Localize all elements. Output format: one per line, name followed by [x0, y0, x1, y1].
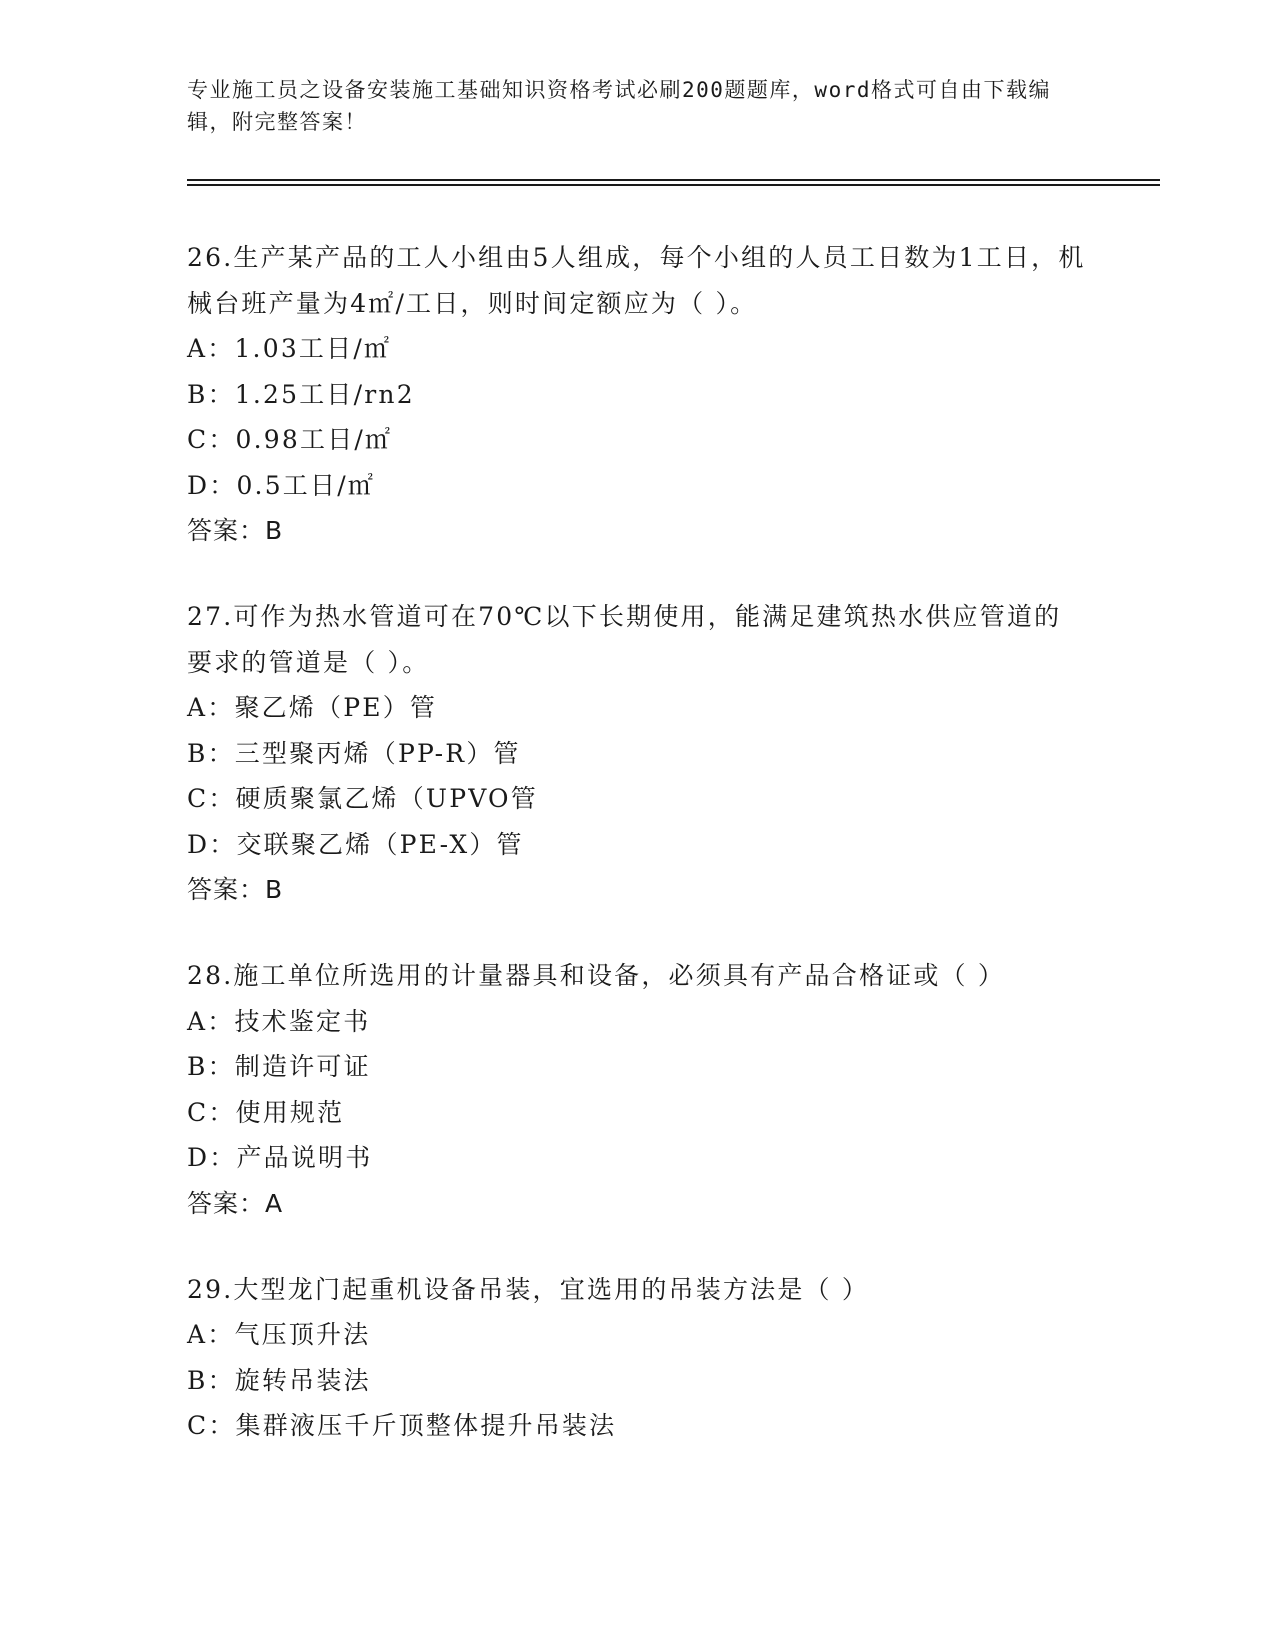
question-29 [187, 1267, 1087, 1449]
question-27 [187, 594, 1087, 913]
option-a: A：技术鉴定书 [187, 1006, 371, 1036]
option-b: B：旋转吊装法 [187, 1365, 371, 1395]
option-a: A：1.03工日/㎡ [187, 334, 392, 363]
option-a: A：气压顶升法 [187, 1320, 371, 1349]
option-b: B：1.25工日/rn2 [187, 379, 415, 409]
question-stem: 27.可作为热水管道可在70℃以下长期使用，能满足建筑热水供应管道的要求的管道是（ ）。 [187, 602, 1062, 677]
option-c: C：0.98工日/㎡ [187, 425, 393, 454]
option-b: B：制造许可证 [187, 1052, 371, 1081]
question-list [187, 235, 1087, 1489]
option-d: D：交联聚乙烯（PE-X）管 [187, 829, 524, 859]
question-28 [187, 953, 1087, 1227]
question-stem: 29.大型龙门起重机设备吊装，宜选用的吊装方法是（ ） [187, 1274, 870, 1304]
question-26 [187, 235, 1087, 554]
answer-label: 答案：B [187, 516, 284, 545]
option-c: C：硬质聚氯乙烯（UPVO管 [187, 784, 538, 813]
option-a: A：聚乙烯（PE）管 [187, 693, 438, 722]
header-rule-bottom [187, 184, 1160, 186]
question-stem: 26.生产某产品的工人小组由5人组成，每个小组的人员工日数为1工日，机械台班产量为4㎡/工日，则时间定额应为（ ）。 [187, 243, 1086, 318]
option-d: D：0.5工日/㎡ [187, 470, 376, 500]
option-c: C：使用规范 [187, 1097, 345, 1127]
document-header: 专业施工员之设备安装施工基础知识资格考试必刷200题题库，word格式可自由下载编辑，附完整答案！ [187, 78, 1051, 134]
option-d: D：产品说明书 [187, 1143, 373, 1172]
option-c: C：集群液压千斤顶整体提升吊装法 [187, 1411, 617, 1440]
option-b: B：三型聚丙烯（PP-R）管 [187, 738, 521, 768]
answer-label: 答案：A [187, 1188, 284, 1218]
question-stem: 28.施工单位所选用的计量器具和设备，必须具有产品合格证或（ ） [187, 961, 1006, 990]
answer-label: 答案：B [187, 875, 284, 904]
header-rule-top [187, 179, 1160, 181]
